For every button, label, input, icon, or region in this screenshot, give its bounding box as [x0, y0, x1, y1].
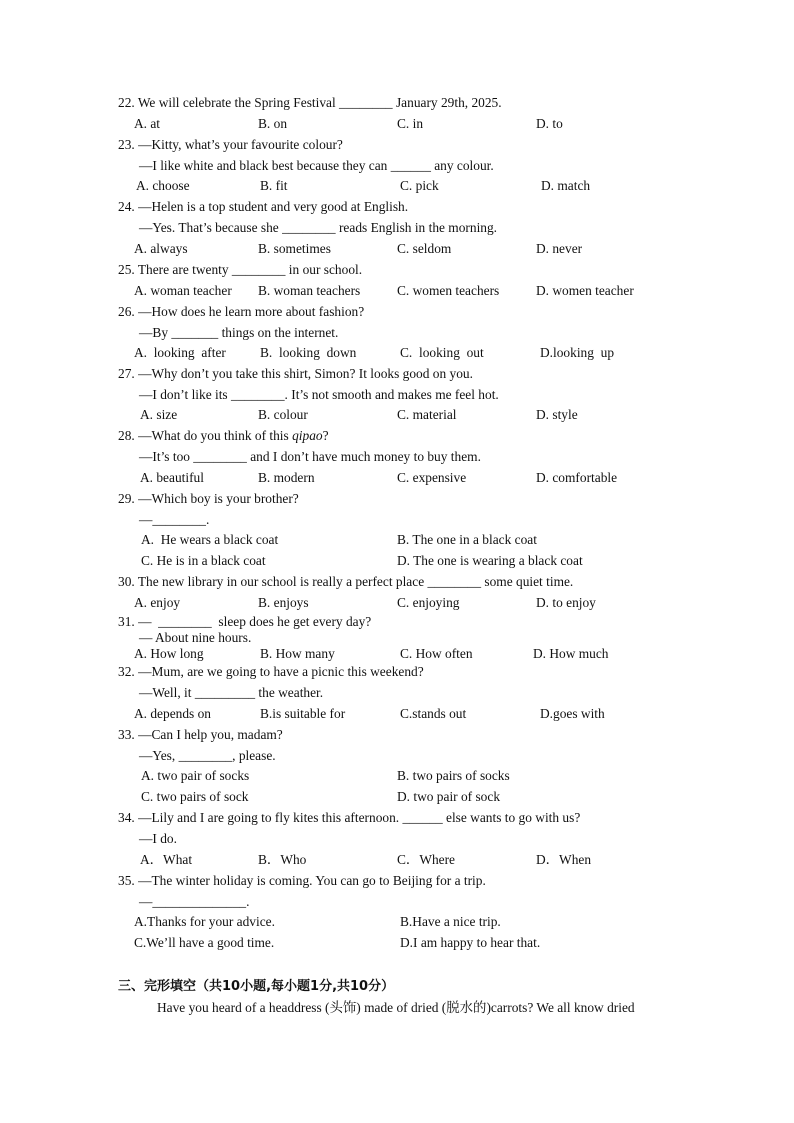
- question-26-stem: 26. —How does he learn more about fashion?: [118, 304, 365, 319]
- question-29-option: D. The one is wearing a black coat: [397, 553, 583, 568]
- question-32-option: B.is suitable for: [260, 706, 346, 721]
- question-23-option: B. fit: [260, 178, 288, 193]
- question-26-option: B. looking down: [260, 345, 357, 360]
- question-29-option: C. He is in a black coat: [141, 553, 266, 568]
- question-25-option: D. women teacher: [536, 283, 634, 298]
- question-22-option: D. to: [536, 116, 563, 131]
- question-32-stem: 32. —Mum, are we going to have a picnic this weekend?: [118, 664, 424, 679]
- question-23-dialogue: —I like white and black best because they can ______ any colour.: [139, 158, 494, 173]
- question-29-option: A. He wears a black coat: [141, 532, 279, 547]
- question-34-dialogue: —I do.: [139, 831, 177, 846]
- question-31-option: D. How much: [533, 646, 609, 661]
- question-30-stem: 30. The new library in our school is really a perfect place ________ some quiet time.: [118, 574, 574, 589]
- question-24-option: C. seldom: [397, 241, 452, 256]
- question-24-dialogue: —Yes. That’s because she ________ reads English in the morning.: [139, 220, 498, 235]
- section-paragraph: Have you heard of a headdress (头饰) made of dried (脱水的)carrots? We all know dried: [157, 1000, 635, 1015]
- question-34-option: B．Who: [258, 852, 307, 867]
- question-24-option: A. always: [134, 241, 188, 256]
- question-30-option: A. enjoy: [134, 595, 181, 610]
- question-33-option: B. two pairs of socks: [397, 768, 510, 783]
- question-25-option: B. woman teachers: [258, 283, 361, 298]
- question-24-option: B. sometimes: [258, 241, 331, 256]
- question-26-option: A. looking after: [134, 345, 226, 360]
- question-35-stem: 35. —The winter holiday is coming. You can go to Beijing for a trip.: [118, 873, 486, 888]
- question-27-option: D. style: [536, 407, 578, 422]
- question-23-option: C. pick: [400, 178, 439, 193]
- question-27-option: B. colour: [258, 407, 308, 422]
- question-22-option: B. on: [258, 116, 288, 131]
- question-28-option: A. beautiful: [140, 470, 204, 485]
- question-35-option: D.I am happy to hear that.: [400, 935, 541, 950]
- question-33-option: D. two pair of sock: [397, 789, 501, 804]
- question-28-option: D. comfortable: [536, 470, 618, 485]
- section-title: 三、完形填空（共10小题,每小题1分,共10分）: [118, 979, 395, 994]
- question-24-stem: 24. —Helen is a top student and very good at English.: [118, 199, 409, 214]
- question-33-option: A. two pair of socks: [141, 768, 250, 783]
- question-35-option: C.We’ll have a good time.: [134, 935, 275, 950]
- question-31-option: A. How long: [134, 646, 204, 661]
- question-29-option: B. The one in a black coat: [397, 532, 537, 547]
- question-32-option: A. depends on: [134, 706, 211, 721]
- question-22-stem: 22. We will celebrate the Spring Festival ________ January 29th, 2025.: [118, 95, 502, 110]
- question-35-dialogue: —______________.: [139, 894, 250, 909]
- question-26-dialogue: —By _______ things on the internet.: [139, 325, 339, 340]
- question-26-option: D.looking up: [540, 345, 615, 360]
- question-23-stem: 23. —Kitty, what’s your favourite colour?: [118, 137, 343, 152]
- question-33-stem: 33. —Can I help you, madam?: [118, 727, 283, 742]
- question-34-stem: 34. —Lily and I are going to fly kites this afternoon. ______ else wants to go with us?: [118, 810, 581, 825]
- question-33-option: C. two pairs of sock: [141, 789, 249, 804]
- question-23-option: A. choose: [136, 178, 190, 193]
- question-27-option: C. material: [397, 407, 457, 422]
- question-30-option: B. enjoys: [258, 595, 309, 610]
- question-28-dialogue: —It’s too ________ and I don’t have much money to buy them.: [139, 449, 481, 464]
- question-24-option: D. never: [536, 241, 583, 256]
- question-28-option: B. modern: [258, 470, 315, 485]
- question-31-option: B. How many: [260, 646, 335, 661]
- question-25-option: A. woman teacher: [134, 283, 232, 298]
- question-32-dialogue: —Well, it _________ the weather.: [139, 685, 324, 700]
- question-26-option: C. looking out: [400, 345, 484, 360]
- question-32-option: C.stands out: [400, 706, 467, 721]
- question-35-option: B.Have a nice trip.: [400, 914, 501, 929]
- question-31-dialogue: — About nine hours.: [139, 630, 252, 645]
- question-34-option: C．Where: [397, 852, 456, 867]
- question-22-option: C. in: [397, 116, 424, 131]
- question-30-option: C. enjoying: [397, 595, 460, 610]
- question-28-stem: 28. —What do you think of this qipao?: [118, 428, 329, 443]
- question-29-dialogue: —________.: [139, 512, 210, 527]
- question-29-stem: 29. —Which boy is your brother?: [118, 491, 299, 506]
- question-23-option: D. match: [541, 178, 591, 193]
- question-32-option: D.goes with: [540, 706, 605, 721]
- question-25-stem: 25. There are twenty ________ in our school.: [118, 262, 363, 277]
- question-27-dialogue: —I don’t like its ________. It’s not smooth and makes me feel hot.: [139, 387, 499, 402]
- question-34-option: D．When: [536, 852, 592, 867]
- question-34-option: A．What: [140, 852, 193, 867]
- question-30-option: D. to enjoy: [536, 595, 596, 610]
- question-31-option: C. How often: [400, 646, 473, 661]
- question-25-option: C. women teachers: [397, 283, 500, 298]
- question-27-stem: 27. —Why don’t you take this shirt, Simon? It looks good on you.: [118, 366, 473, 381]
- question-35-option: A.Thanks for your advice.: [134, 914, 275, 929]
- question-33-dialogue: —Yes, ________, please.: [139, 748, 276, 763]
- question-28-option: C. expensive: [397, 470, 467, 485]
- question-27-option: A. size: [140, 407, 178, 422]
- question-22-option: A. at: [134, 116, 161, 131]
- question-31-stem: 31. — ________ sleep does he get every day?: [118, 614, 372, 629]
